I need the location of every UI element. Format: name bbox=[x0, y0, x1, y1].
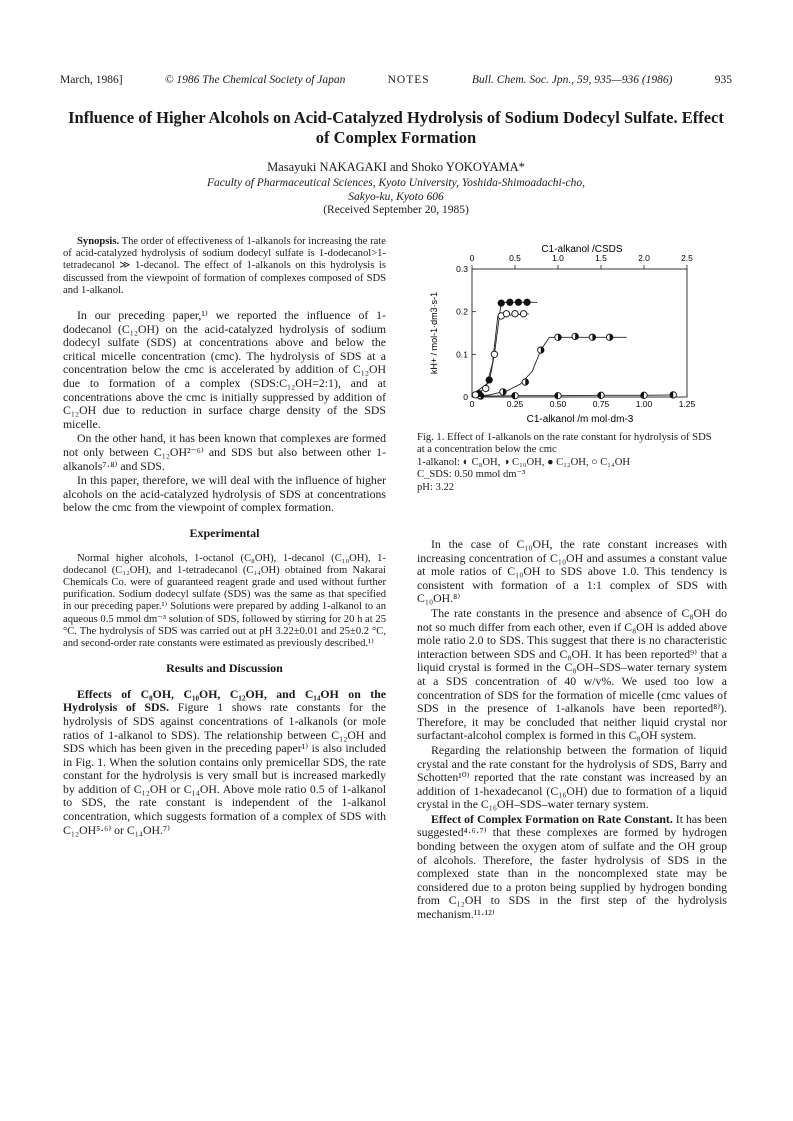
right-paragraph-3: Regarding the relationship between the formation of liquid crystal and the rate constant for the hydrolysis of SDS, Barry and Schotten¹⁰⁾ reported that the rate constant was increased by an addition of 1-hexadecanol (C₁₆OH) due to formation of a liquid crystal in the C₁₆OH–SDS–water ternary system. bbox=[417, 742, 727, 812]
point-marker bbox=[520, 311, 526, 317]
data-point-C10OH bbox=[572, 333, 578, 339]
caption-line-2: 1-alkanol: ◐ C₈OH, ◑ C₁₀OH, ● C₁₂OH, ○ C₁₄OH bbox=[417, 456, 630, 468]
data-point-C14OH bbox=[491, 351, 497, 357]
paper-title: Influence of Higher Alcohols on Acid-Catalyzed Hydrolysis of Sodium Dodecyl Sulfate. Effect of Complex Formation bbox=[68, 108, 724, 147]
y-tick-label: 0.2 bbox=[456, 306, 468, 317]
header-section: NOTES bbox=[387, 74, 430, 86]
caption-line-1: Fig. 1. Effect of 1-alkanols on the rate constant for hydrolysis of SDS at a concentration below the cmc bbox=[417, 432, 712, 456]
point-marker bbox=[498, 300, 504, 306]
author-list: Masayuki NAKAGAKI and Shoko YOKOYAMA* bbox=[267, 160, 525, 174]
point-marker bbox=[486, 377, 492, 383]
caption-line-3: C_SDS: 0.50 mmol dm⁻³ bbox=[417, 469, 526, 481]
data-point-C14OH bbox=[483, 385, 489, 391]
results-run-in: Effects of C₈OH, C₁₀OH, C₁₂OH, and C₁₄OH on the Hydrolysis of SDS. bbox=[63, 686, 386, 715]
data-point-C12OH bbox=[486, 377, 492, 383]
experimental-text: Normal higher alcohols, 1-octanol (C₈OH), 1-decanol (C₁₀OH), 1-dodecanol (C₁₂OH), and 1-tetradecanol (C₁₄OH) obtained from Nakarai Chemicals Co. were of guaranteed reagent grade and used without further purification. Sodium dodecyl sulfate (SDS) was the same as that specified in our preceding paper.¹⁾ Solutions were prepared by adding 1-alkanol to an aqueous 0.5 mmol dm⁻³ solution of SDS, followed by stirring for 20 h at 25 °C. The hydrolysis of SDS was carried out at pH 3.22±0.01 and 25±0.2 °C, and second-order rate constants were estimated as previously described.¹⁾ bbox=[63, 552, 386, 649]
complex-text: It has been suggested⁴·⁶·⁷⁾ that these complexes are formed by hydrogen bonding between the oxygen atom of sulfate and the OH group of alcohols. Therefore, the faster hydrolysis of SDS in the complexed state than in the noncomplexed state may be considered due to a proton being supplied by hydrogen bonding from C₁₂OH to SDS in the first step of the hydrolysis mechanism.¹¹·¹²⁾ bbox=[417, 811, 727, 922]
data-point-C8OH bbox=[598, 392, 604, 398]
point-marker bbox=[512, 311, 518, 317]
top-tick-label: 2.0 bbox=[638, 253, 650, 263]
intro-paragraph-1: In our preceding paper,¹⁾ we reported the influence of 1-dodecanol (C₁₂OH) on the acid-catalyzed hydrolysis of sodium dodecyl sulfate (SDS) at concentrations above and below the critical micelle concentration (cmc). The hydrolysis of SDS at a concentration below the cmc is accelerated by addition of C₁₂OH due to formation of a complex (SDS:C₁₂OH=2:1), and at concentrations above the cmc is initially suppressed by addition of C₁₂OH due to reduction in surface charge density of the SDS micelle. bbox=[63, 308, 386, 431]
data-point-C10OH bbox=[538, 347, 544, 353]
x-tick-label: 0.50 bbox=[549, 399, 567, 409]
point-marker bbox=[491, 351, 497, 357]
data-point-C10OH bbox=[522, 379, 528, 385]
x-tick-label: 0 bbox=[469, 399, 475, 409]
top-tick-label: 1.5 bbox=[595, 253, 607, 263]
data-point-C14OH bbox=[520, 311, 526, 317]
data-point-C8OH bbox=[641, 392, 647, 398]
right-paragraph-1: In the case of C₁₀OH, the rate constant increases with increasing concentration of C₁₀OH and assumes a constant value at mole ratios of C₁₀OH to SDS above 1.0. This tendency is consistent with formation of a 1:1 complex of SDS with C₁₀OH.⁸⁾ bbox=[417, 537, 727, 606]
synopsis bbox=[63, 236, 386, 297]
right-paragraph-2: The rate constants in the presence and absence of C₈OH do not so much differ from each other, even if C₈OH is added above mole ratio 2.0 to SDS. This suggest that there is no characteristic interaction between SDS and C₈OH. It has been reported⁹⁾ that a liquid crystal is formed in the C₈OH–SDS–water ternary system at a SDS concentration of 40 w/v%. We used too low a concentration of SDS for the formation of micelle (cmc values of SDS in the presence of 1-alkanols have been reported⁸⁾). Therefore, it may be concluded that neither liquid crystal nor surfactant-alcohol complex is formed in this C₈OH system. bbox=[417, 605, 727, 743]
top-tick-label: 0.5 bbox=[509, 253, 521, 263]
series-points bbox=[472, 299, 676, 399]
top-tick-label: 2.5 bbox=[681, 253, 693, 263]
data-point-C8OH bbox=[670, 392, 676, 398]
data-point-C8OH bbox=[512, 393, 518, 399]
y-axis-ticks bbox=[456, 264, 476, 402]
x-tick-label: 1.25 bbox=[678, 399, 696, 409]
top-axis-label: C1-alkanol /CSDS bbox=[541, 244, 623, 255]
y-axis-label: kH+ / mol-1·dm3·s-1 bbox=[429, 291, 439, 375]
data-point-C12OH bbox=[524, 299, 530, 305]
point-marker bbox=[515, 299, 521, 305]
header-journal: Bull. Chem. Soc. Jpn., 59, 935—936 (1986) bbox=[471, 74, 673, 86]
top-tick-label: 0 bbox=[469, 253, 475, 263]
affiliation-line-2: Sakyo-ku, Kyoto 606 bbox=[348, 190, 444, 203]
left-column bbox=[63, 236, 386, 838]
data-point-C10OH bbox=[589, 334, 595, 340]
point-marker bbox=[503, 311, 509, 317]
right-column bbox=[417, 538, 727, 923]
caption-line-4: pH: 3.22 bbox=[417, 481, 455, 493]
header-date: March, 1986] bbox=[60, 74, 123, 86]
data-point-C14OH bbox=[472, 392, 478, 398]
data-point-C12OH bbox=[507, 299, 513, 305]
data-point-C10OH bbox=[555, 334, 561, 340]
y-tick-label: 0 bbox=[463, 392, 468, 402]
complex-paragraph bbox=[417, 813, 727, 922]
running-header bbox=[60, 74, 732, 86]
top-axis-ticks bbox=[470, 253, 694, 269]
data-point-C8OH bbox=[555, 393, 561, 399]
x-tick-label: 1.00 bbox=[635, 399, 653, 409]
series-line-C14OH bbox=[472, 314, 529, 396]
intro-paragraph-3: In this paper, therefore, we will deal with the influence of higher alcohols on the acid-catalyzed hydrolysis of SDS at concentrations below the cmc from the viewpoint of complex formation. bbox=[63, 473, 386, 515]
top-tick-label: 1.0 bbox=[552, 253, 564, 263]
received-date: (Received September 20, 1985) bbox=[323, 204, 469, 216]
x-tick-label: 0.75 bbox=[592, 399, 610, 409]
point-marker bbox=[483, 385, 489, 391]
results-paragraph bbox=[63, 688, 386, 838]
y-tick-label: 0.1 bbox=[456, 349, 468, 360]
results-text: Figure 1 shows rate constants for the hydrolysis of SDS against concentrations of 1-alkanols (or mole ratios of 1-alkanol to SDS). The relationship between C₁₂OH and SDS which has been given in the preceding paper¹⁾ is also included in Fig. 1. When the solution contains only premicellar SDS, the rate constant for the hydrolysis is very small but is increased markedly by addition of C₁₂OH or C₁₄OH. Above mole ratio 0.5 of 1-alkanol to SDS, the rate constant is independent of the 1-alkanol concentration, which suggests formation of a complex of SDS with C₁₂OH⁵·⁶⁾ or C₁₄OH.⁷⁾ bbox=[63, 700, 386, 837]
affiliation bbox=[60, 177, 732, 218]
synopsis-label: Synopsis. bbox=[77, 236, 120, 247]
figure-1-chart bbox=[417, 240, 717, 425]
experimental-heading: Experimental bbox=[189, 525, 260, 540]
data-point-C12OH bbox=[498, 300, 504, 306]
data-point-C10OH bbox=[606, 334, 612, 340]
point-marker bbox=[507, 299, 513, 305]
affiliation-line-1: Faculty of Pharmaceutical Sciences, Kyoto University, Yoshida-Shimoadachi-cho, bbox=[206, 177, 586, 189]
point-marker bbox=[524, 299, 530, 305]
y-tick-label: 0.3 bbox=[456, 264, 468, 274]
data-point-C14OH bbox=[503, 311, 509, 317]
data-point-C14OH bbox=[512, 311, 518, 317]
point-marker bbox=[472, 392, 478, 398]
data-point-C10OH bbox=[500, 389, 506, 395]
results-heading: Results and Discussion bbox=[166, 661, 283, 676]
x-tick-label: 0.25 bbox=[506, 399, 524, 409]
synopsis-text: The order of effectiveness of 1-alkanols for increasing the rate of acid-catalyzed hydrolysis of sodium dodecyl sulfate is 1-dodecanol>1-tetradecanol ≫ 1-decanol. The effect of 1-alkanols on this hydrolysis is discussed from the viewpoint of formation of complexes composed of SDS and 1-alkanol. bbox=[63, 236, 386, 296]
intro-paragraph-2: On the other hand, it has been known that complexes are formed not only between C₁₂OH²⁻⁶⁾ and SDS but also between other 1-alkanols⁷·⁸⁾ and SDS. bbox=[63, 431, 386, 473]
figure-caption bbox=[417, 432, 717, 494]
plot-frame bbox=[472, 269, 687, 397]
complex-run-in: Effect of Complex Formation on Rate Constant. bbox=[431, 811, 673, 826]
header-page-number: 935 bbox=[714, 74, 732, 86]
header-copyright: © 1986 The Chemical Society of Japan bbox=[164, 74, 346, 86]
x-axis-label: C1-alkanol /m mol·dm-3 bbox=[526, 414, 634, 425]
data-point-C12OH bbox=[515, 299, 521, 305]
